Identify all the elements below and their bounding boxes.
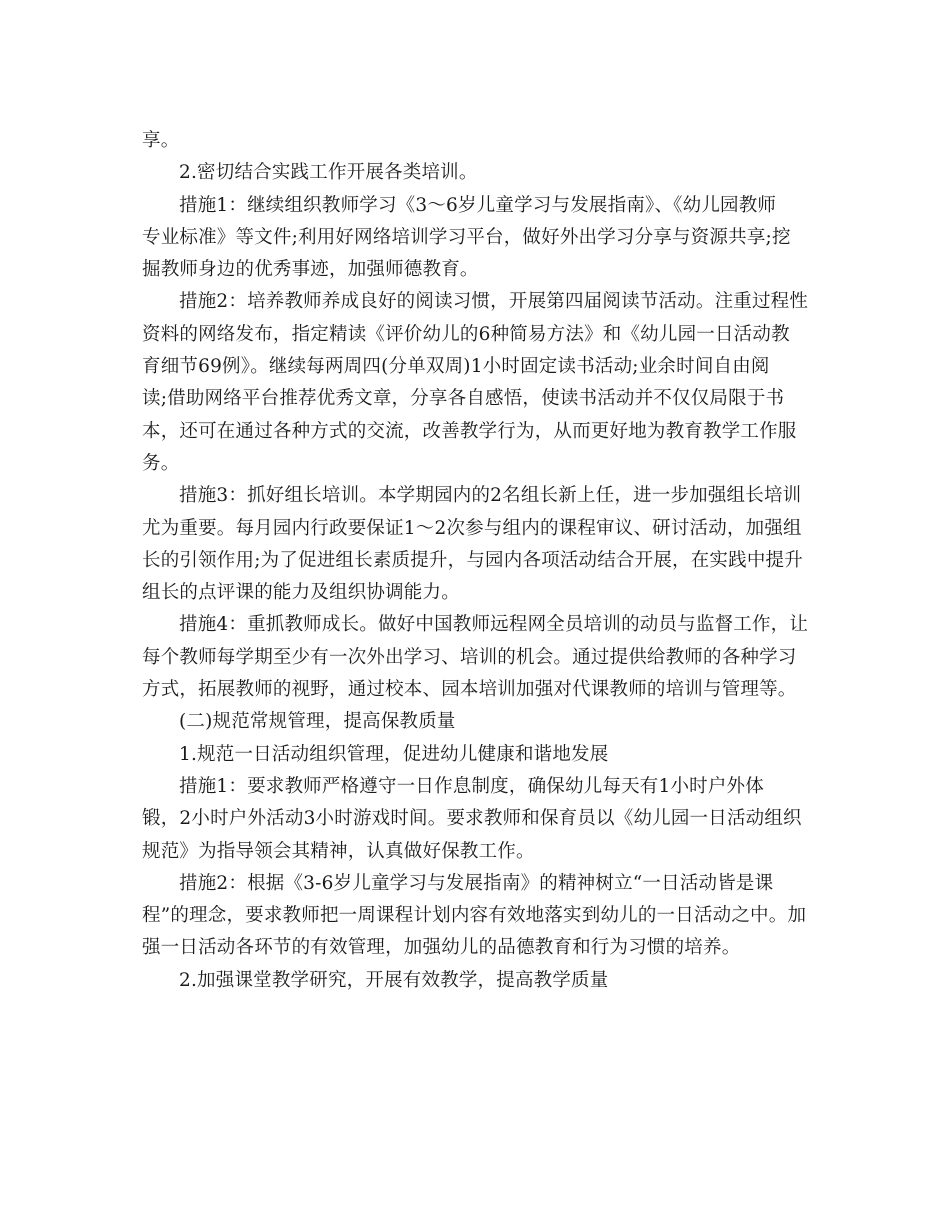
text-line: 2.加强课堂教学研究，开展有效教学，提高教学质量 — [179, 969, 609, 991]
text-line: 强一日活动各环节的有效管理，加强幼儿的品德教育和行为习惯的培养。 — [142, 937, 741, 959]
text-line: 方式，拓展教师的视野，通过校本、园本培训加强对代课教师的培训与管理等。 — [142, 679, 797, 701]
text-line: 读;借助网络平台推荐优秀文章，分享各自感悟，使读书活动并不仅仅局限于书 — [142, 388, 785, 410]
text-line: (二)规范常规管理，提高保教质量 — [179, 711, 456, 733]
text-line: 专业标准》等文件;利用好网络培训学习平台，做好外出学习分享与资源共享;挖 — [142, 226, 791, 248]
text-line: 务。 — [142, 452, 180, 474]
text-line: 措施1：继续组织教师学习《3～6岁儿童学习与发展指南》、《幼儿园教师 — [179, 194, 777, 216]
text-line: 规范》为指导领会其精神，认真做好保教工作。 — [142, 840, 535, 862]
text-line: 长的引领作用;为了促进组长素质提升，与园内各项活动结合开展，在实践中提升 — [142, 549, 803, 571]
text-line: 资料的网络发布，指定精读《评价幼儿的6种简易方法》和《幼儿园一日活动教 — [142, 323, 790, 345]
text-line: 每个教师每学期至少有一次外出学习、培训的机会。通过提供给教师的各种学习 — [142, 646, 797, 668]
text-line: 措施2：培养教师养成良好的阅读习惯，开展第四届阅读节活动。注重过程性 — [179, 291, 809, 313]
text-line: 措施1：要求教师严格遵守一日作息制度，确保幼儿每天有1小时户外体 — [179, 775, 764, 797]
text-line: 2.密切结合实践工作开展各类培训。 — [179, 162, 478, 184]
text-line: 尤为重要。每月园内行政要保证1～2次参与组内的课程审议、研讨活动，加强组 — [142, 517, 802, 539]
text-line: 锻，2小时户外活动3小时游戏时间。要求教师和保育员以《幼儿园一日活动组织 — [142, 808, 802, 830]
document-body — [142, 125, 808, 997]
text-line: 组长的点评课的能力及组织协调能力。 — [142, 582, 460, 604]
text-line: 措施2：根据《3-6岁儿童学习与发展指南》的精神树立“一日活动皆是课 — [179, 872, 774, 894]
text-line: 掘教师身边的优秀事迹，加强师德教育。 — [142, 259, 479, 281]
text-line: 享。 — [142, 130, 180, 151]
text-line: 程”的理念，要求教师把一周课程计划内容有效地落实到幼儿的一日活动之中。加 — [142, 905, 807, 927]
text-line: 育细节69例》。继续每两周四(分单双周)1小时固定读书活动;业余时间自由阅 — [142, 356, 770, 378]
text-line: 本，还可在通过各种方式的交流，改善教学行为，从而更好地为教育教学工作服 — [142, 420, 797, 442]
text-line: 措施4：重抓教师成长。做好中国教师远程网全员培训的动员与监督工作，让 — [179, 614, 809, 636]
text-line: 措施3：抓好组长培训。本学期园内的2名组长新上任，进一步加强组长培训 — [179, 485, 802, 507]
text-line: 1.规范一日活动组织管理，促进幼儿健康和谐地发展 — [179, 743, 609, 765]
